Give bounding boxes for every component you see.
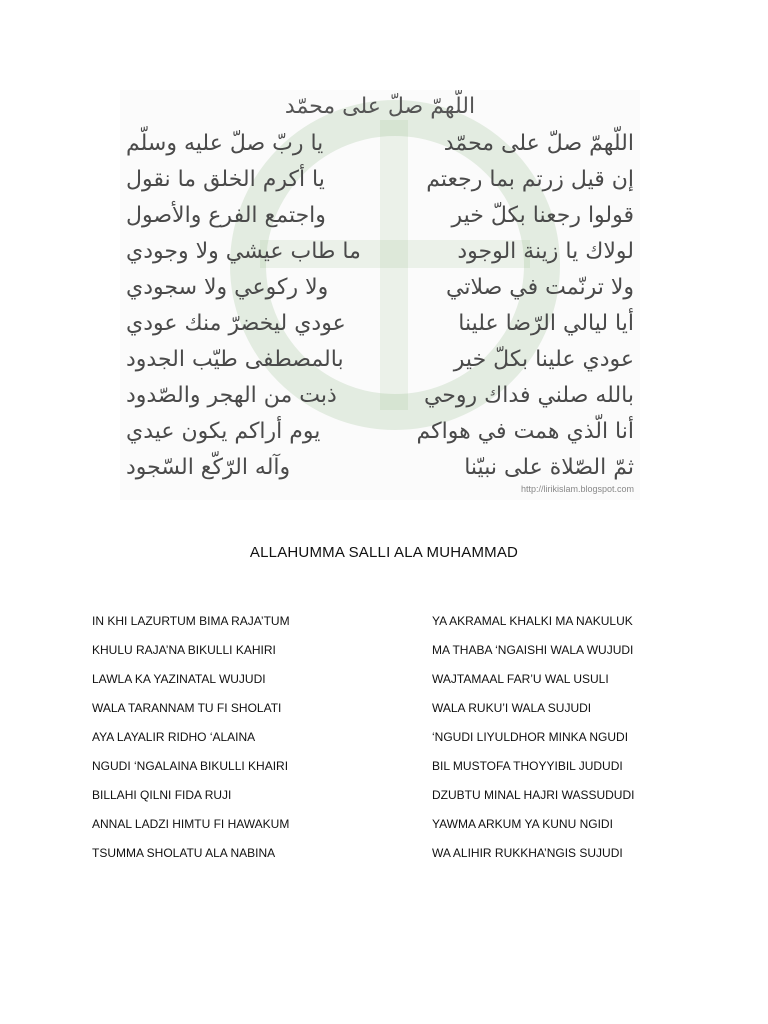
lyric-left: ANNAL LADZI HIMTU FI HAWAKUM <box>92 817 290 831</box>
arabic-line-left: عودي ليخضرّ منك عودي <box>126 311 346 336</box>
lyric-row <box>92 728 692 757</box>
arabic-lines <box>120 126 640 486</box>
lyric-left: IN KHI LAZURTUM BIMA RAJA’TUM <box>92 614 290 628</box>
arabic-line <box>120 450 640 486</box>
arabic-line-left: ذبت من الهجر والصّدود <box>126 383 337 408</box>
transliteration-lyrics <box>92 612 692 873</box>
lyric-right: WA ALIHIR RUKKHA’NGIS SUJUDI <box>432 846 623 860</box>
arabic-line <box>120 378 640 414</box>
lyric-right: YAWMA ARKUM YA KUNU NGIDI <box>432 817 613 831</box>
arabic-line-right: أيا ليالي الرّضا علينا <box>458 311 634 336</box>
lyric-left: TSUMMA SHOLATU ALA NABINA <box>92 846 276 860</box>
arabic-line-right: لولاك يا زينة الوجود <box>457 239 634 264</box>
lyric-row <box>92 757 692 786</box>
arabic-line-right: اللّهمّ صلّ على محمّد <box>443 131 634 156</box>
arabic-line-left: واجتمع الفرع والأصول <box>126 203 326 228</box>
lyric-row <box>92 786 692 815</box>
lyric-right: BIL MUSTOFA THOYYIBIL JUDUDI <box>432 759 623 773</box>
arabic-line-right: ثمّ الصّلاة على نبيّنا <box>464 455 634 480</box>
lyric-right: DZUBTU MINAL HAJRI WASSUDUDI <box>432 788 635 802</box>
arabic-heading: اللّهمّ صلّ على محمّد <box>284 94 476 119</box>
arabic-line <box>120 342 640 378</box>
lyric-row <box>92 612 692 641</box>
arabic-line-left: ما طاب عيشي ولا وجودي <box>126 239 361 264</box>
arabic-line-right: إن قيل زرتم بما رجعتم <box>426 167 634 192</box>
lyric-right: YA AKRAMAL KHALKI MA NAKULUK <box>432 614 633 628</box>
arabic-line-right: قولوا رجعنا بكلّ خير <box>451 203 634 228</box>
arabic-line <box>120 234 640 270</box>
arabic-line-right: أنا الّذي همت في هواكم <box>416 419 634 444</box>
arabic-line-right: بالله صلني فداك روحي <box>423 383 634 408</box>
lyric-row <box>92 670 692 699</box>
arabic-line-left: يا أكرم الخلق ما نقول <box>126 167 325 192</box>
lyric-row <box>92 699 692 728</box>
arabic-line-left: ولا ركوعي ولا سجودي <box>126 275 329 300</box>
lyric-row <box>92 844 692 873</box>
arabic-lyrics-image <box>120 90 640 500</box>
arabic-line-left: بالمصطفى طيّب الجدود <box>126 347 344 372</box>
lyric-left: WALA TARANNAM TU FI SHOLATI <box>92 701 282 715</box>
arabic-line <box>120 414 640 450</box>
image-source-url: http://lirikislam.blogspot.com <box>520 484 634 494</box>
arabic-line <box>120 162 640 198</box>
lyric-right: ‘NGUDI LIYULDHOR MINKA NGUDI <box>432 730 629 744</box>
lyric-left: LAWLA KA YAZINATAL WUJUDI <box>92 672 266 686</box>
arabic-line-right: عودي علينا بكلّ خير <box>453 347 634 372</box>
lyric-left: KHULU RAJA’NA BIKULLI KAHIRI <box>92 643 276 657</box>
lyric-row <box>92 641 692 670</box>
lyric-right: MA THABA ‘NGAISHI WALA WUJUDI <box>432 643 634 657</box>
lyric-row <box>92 815 692 844</box>
lyric-left: NGUDI ‘NGALAINA BIKULLI KHAIRI <box>92 759 289 773</box>
arabic-line <box>120 126 640 162</box>
arabic-line-left: يوم أراكم يكون عيدي <box>126 419 321 444</box>
lyric-right: WAJTAMAAL FAR’U WAL USULI <box>432 672 609 686</box>
arabic-line-right: ولا ترنّمت في صلاتي <box>446 275 634 300</box>
arabic-line <box>120 198 640 234</box>
lyric-left: AYA LAYALIR RIDHO ‘ALAINA <box>92 730 256 744</box>
lyric-right: WALA RUKU’I WALA SUJUDI <box>432 701 592 715</box>
arabic-line-left: وآله الرّكّع السّجود <box>126 455 291 480</box>
lyric-left: BILLAHI QILNI FIDA RUJI <box>92 788 232 802</box>
arabic-line-left: يا ربّ صلّ عليه وسلّم <box>126 131 324 156</box>
arabic-line <box>120 306 640 342</box>
arabic-line <box>120 270 640 306</box>
page-title: ALLAHUMMA SALLI ALA MUHAMMAD <box>249 544 519 561</box>
